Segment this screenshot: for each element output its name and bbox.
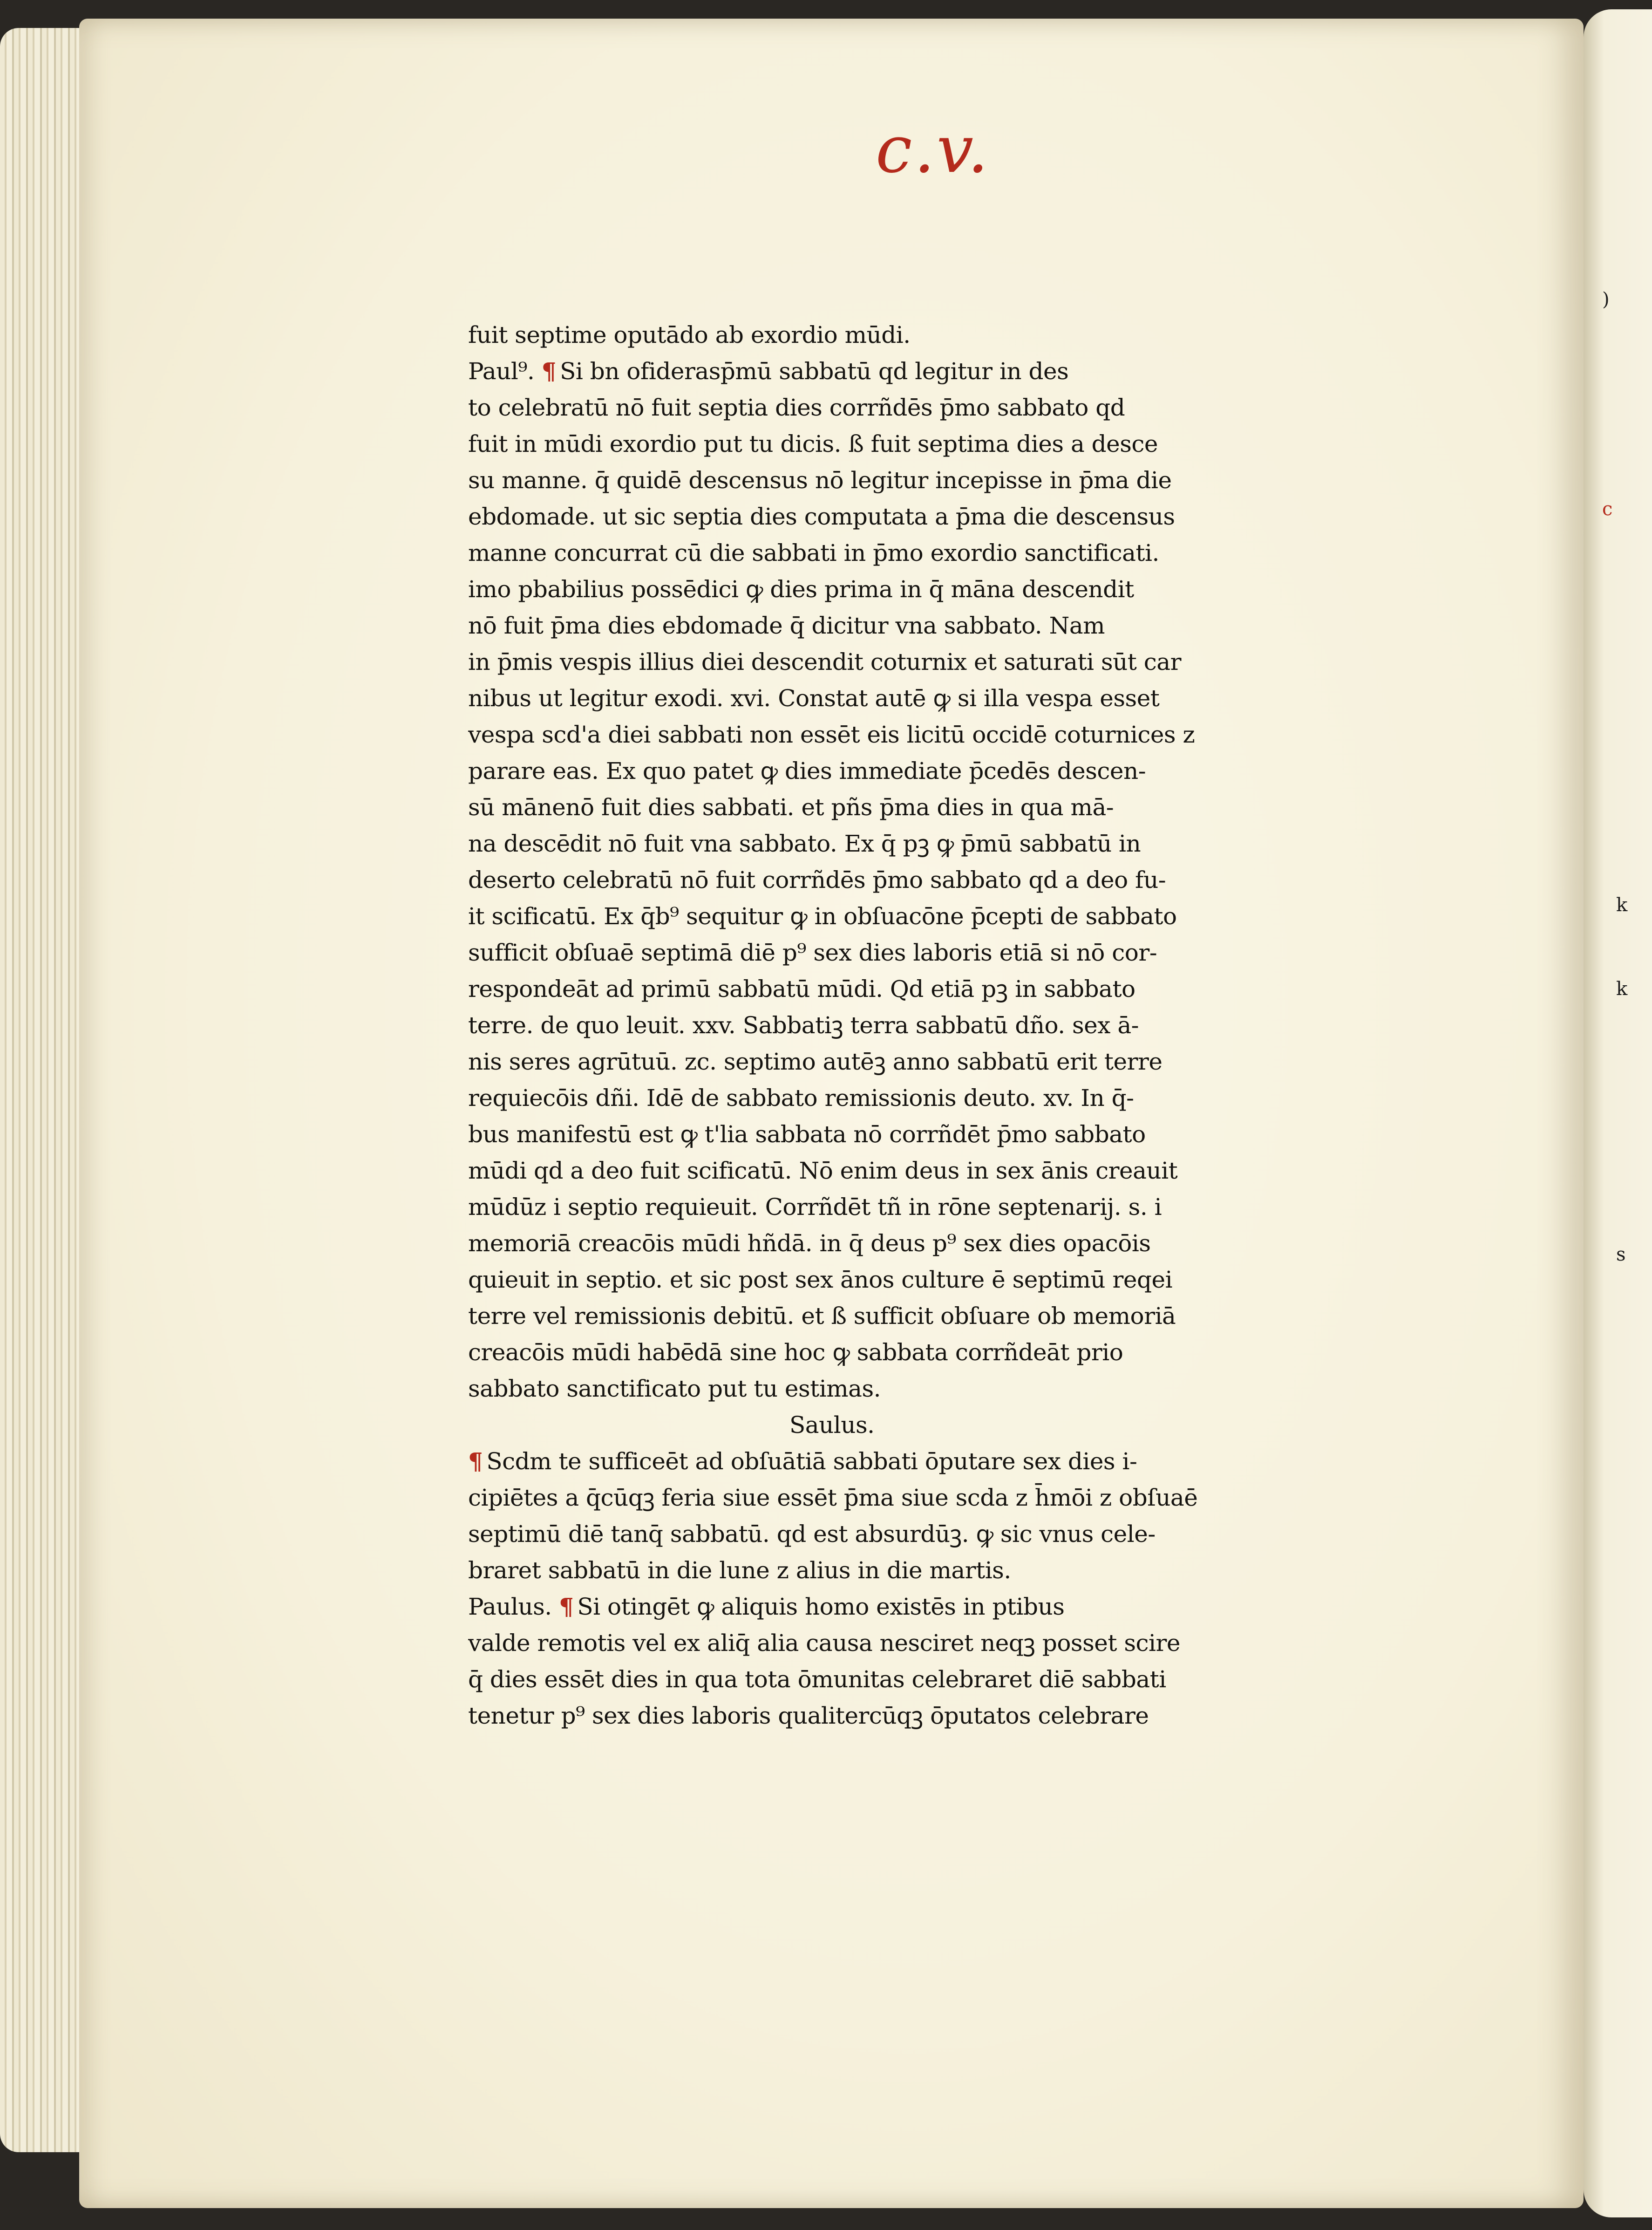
text-line	[468, 680, 1344, 716]
text-line	[468, 353, 1344, 389]
line-text: Scdm te sufficeēt ad obſuātiā sabbati ōputare sex dies i-	[486, 1448, 1137, 1475]
line-text: nō fuit p̄ma dies ebdomade q̄ dicitur vna sabbato. Nam	[468, 612, 1105, 639]
line-text: fuit in mūdi exordio put tu dicis. ß fuit septima dies a desce	[468, 430, 1158, 457]
text-line	[468, 607, 1344, 644]
line-text: cipiētes a q̄cūqꝫ feria siue essēt p̄ma siue scda z h̄mōi z obſuaē	[468, 1484, 1198, 1511]
line-text: imo pbabilius possēdici ꝙ dies prima in q̄ māna descendit	[468, 576, 1134, 603]
line-text: sabbato sanctificato put tu estimas.	[468, 1375, 881, 1402]
line-text: mūdi qd a deo fuit scificatū. Nō enim deus in sex ānis creauit	[468, 1157, 1178, 1184]
line-text: tenetur p⁹ sex dies laboris qualitercūqꝫ ōputatos celebrare	[468, 1702, 1149, 1729]
line-text: nibus ut legitur exodi. xvi. Constat autē ꝙ si illa vespa esset	[468, 685, 1160, 712]
line-text: terre vel remissionis debitū. et ß sufficit obſuare ob memoriā	[468, 1303, 1176, 1330]
right-page-mark: )	[1602, 289, 1610, 310]
text-line	[468, 753, 1344, 789]
text-line	[468, 462, 1344, 498]
text-line	[468, 1043, 1344, 1080]
text-line	[468, 1007, 1344, 1043]
text-line	[468, 1480, 1344, 1516]
line-text: ebdomade. ut sic septia dies computata a p̄ma die descensus	[468, 503, 1175, 530]
line-text: memoriā creacōis mūdi hñdā. in q̄ deus p⁹ sex dies opacōis	[468, 1230, 1151, 1257]
text-line	[468, 1225, 1344, 1262]
text-line	[468, 644, 1344, 680]
text-line	[468, 971, 1344, 1007]
line-text: q̄ dies essēt dies in qua tota ōmunitas celebraret diē sabbati	[468, 1666, 1166, 1693]
right-page-mark: k	[1616, 978, 1628, 1000]
line-text: mūdūz i septio requieuit. Corrñdēt tñ in rōne septenarij. s. i	[468, 1193, 1162, 1221]
line-text: respondeāt ad primū sabbatū mūdi. Qd etiā pꝫ in sabbato	[468, 975, 1135, 1002]
text-column	[468, 317, 1344, 1729]
line-text: valde remotis vel ex aliq̄ alia causa nesciret neqꝫ posset scire	[468, 1630, 1180, 1657]
text-line	[468, 1153, 1344, 1189]
pilcrow-mark: ¶	[468, 1447, 483, 1475]
text-line	[468, 1116, 1344, 1153]
text-line	[468, 1334, 1344, 1371]
text-line	[468, 898, 1344, 934]
text-line	[468, 1589, 1344, 1625]
folio-signature: c.v.	[876, 112, 990, 188]
line-text: sū mānenō fuit dies sabbati. et pñs p̄ma dies in qua mā-	[468, 794, 1114, 821]
right-page-mark: k	[1616, 894, 1628, 916]
text-line	[468, 862, 1344, 898]
line-text: creacōis mūdi habēdā sine hoc ꝙ sabbata corrñdeāt prio	[468, 1339, 1123, 1366]
text-line	[468, 426, 1344, 462]
line-text: su manne. q̄ quidē descensus nō legitur incepisse in p̄ma die	[468, 467, 1172, 494]
line-text: braret sabbatū in die lune z alius in die martis.	[468, 1557, 1011, 1584]
text-line	[468, 1516, 1344, 1552]
text-line	[468, 1298, 1344, 1334]
line-text: Si bn ofiderasp̄mū sabbatū qd legitur in des	[560, 358, 1069, 385]
speaker-label: Saulus.	[789, 1412, 875, 1439]
text-line	[468, 1262, 1344, 1298]
text-line	[468, 317, 1344, 353]
line-text: fuit septime oputādo ab exordio mūdi.	[468, 321, 911, 348]
text-line	[468, 1625, 1344, 1661]
right-page-mark: s	[1616, 1244, 1626, 1265]
line-text: vespa scd'a diei sabbati non essēt eis licitū occidē coturnices z	[468, 721, 1195, 748]
line-text: Si otingēt ꝙ aliquis homo existēs in ptibus	[577, 1593, 1065, 1620]
text-line	[468, 716, 1344, 753]
pilcrow-mark: ¶	[541, 357, 557, 385]
facing-page-edge	[1584, 9, 1652, 2217]
text-line	[468, 1080, 1344, 1116]
right-page-mark: c	[1602, 498, 1613, 520]
line-text: in p̄mis vespis illius diei descendit coturnix et saturati sūt car	[468, 648, 1182, 675]
line-text: quieuit in septio. et sic post sex ānos culture ē septimū reqei	[468, 1266, 1173, 1293]
text-line	[468, 1371, 1344, 1407]
text-line	[468, 1552, 1344, 1589]
line-text: to celebratū nō fuit septia dies corrñdēs p̄mo sabbato qd	[468, 394, 1125, 421]
line-text: parare eas. Ex quo patet ꝙ dies immediate p̄cedēs descen-	[468, 757, 1146, 784]
line-text: bus manifestū est ꝙ t'lia sabbata nō corrñdēt p̄mo sabbato	[468, 1121, 1146, 1148]
line-text: deserto celebratū nō fuit corrñdēs p̄mo sabbato qd a deo fu-	[468, 866, 1166, 893]
text-line	[468, 1443, 1344, 1480]
line-text: terre. de quo leuit. xxv. Sabbatiꝫ terra sabbatū dño. sex ā-	[468, 1012, 1139, 1039]
text-line	[468, 571, 1344, 607]
text-line	[468, 498, 1344, 535]
speaker-label: Paul⁹.	[468, 358, 535, 385]
line-text: sufficit obſuaē septimā diē p⁹ sex dies laboris etiā si nō cor-	[468, 939, 1157, 966]
line-text: manne concurrat cū die sabbati in p̄mo exordio sanctificati.	[468, 539, 1159, 566]
text-line	[468, 1189, 1344, 1225]
text-line	[468, 1407, 1652, 1443]
line-text: septimū diē tanq̄ sabbatū. qd est absurdūꝫ. ꝙ sic vnus cele-	[468, 1521, 1156, 1548]
pilcrow-mark: ¶	[559, 1593, 574, 1620]
text-line	[468, 934, 1344, 971]
line-text: na descēdit nō fuit vna sabbato. Ex q̄ pꝫ ꝙ p̄mū sabbatū in	[468, 830, 1141, 857]
text-line	[468, 1698, 1344, 1734]
line-text: it scificatū. Ex q̄b⁹ sequitur ꝙ in obſuacōne p̄cepti de sabbato	[468, 903, 1177, 930]
line-text: nis seres agrūtuū. zc. septimo autēꝫ anno sabbatū erit terre	[468, 1048, 1163, 1075]
text-line	[468, 789, 1344, 825]
text-line	[468, 1661, 1344, 1698]
text-line	[468, 825, 1344, 862]
text-line	[468, 535, 1344, 571]
speaker-label: Paulus.	[468, 1593, 552, 1620]
text-line	[468, 389, 1344, 426]
line-text: requiecōis dñi. Idē de sabbato remissionis deuto. xv. In q̄-	[468, 1084, 1134, 1112]
